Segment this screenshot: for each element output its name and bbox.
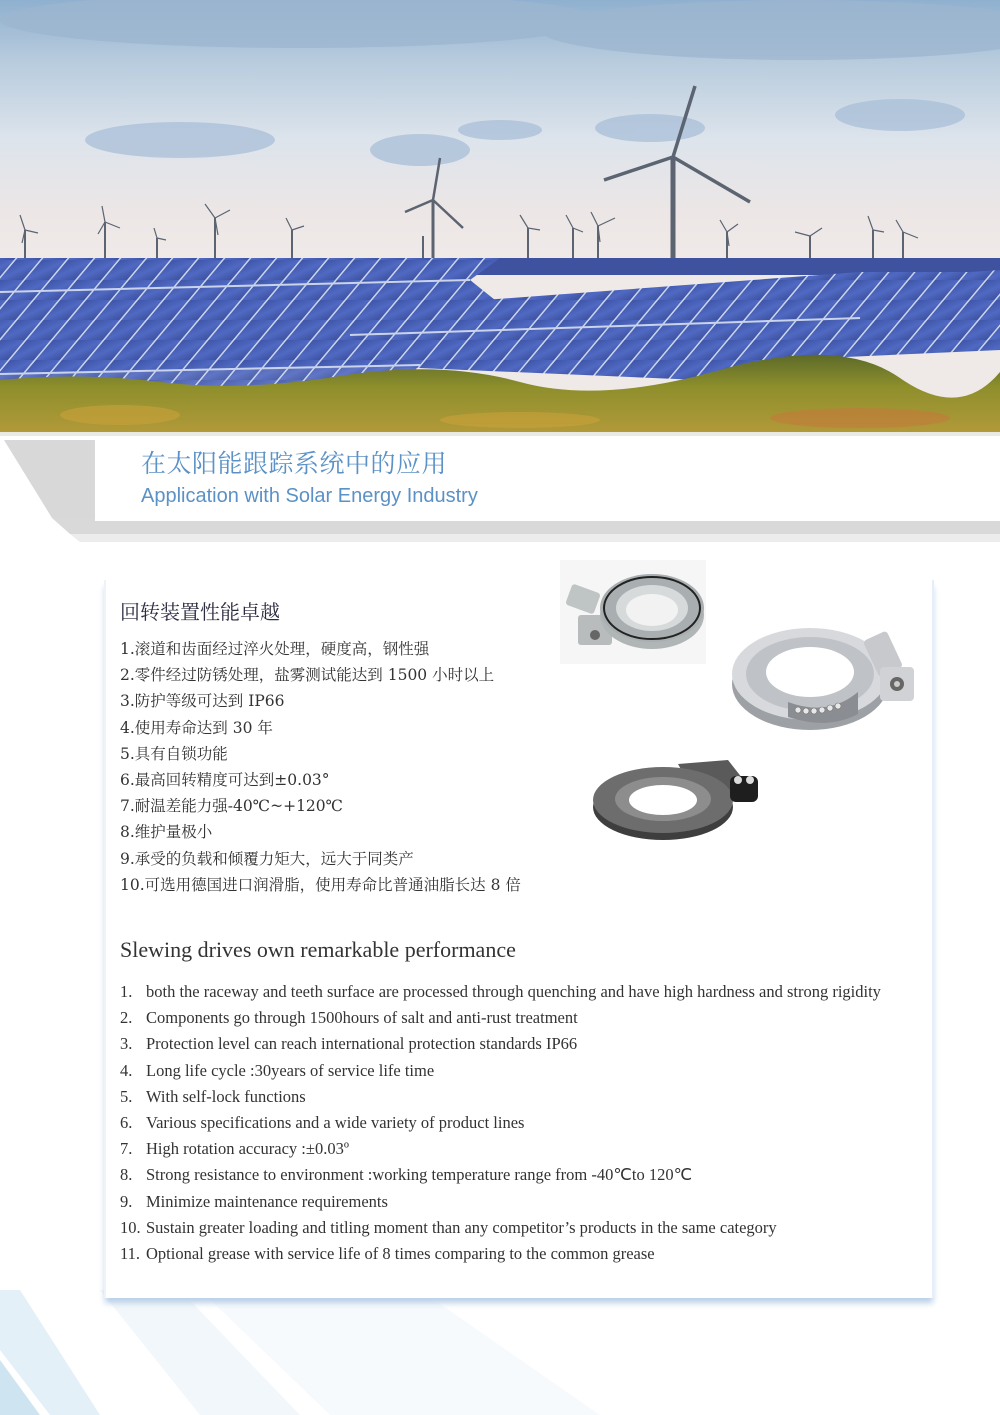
slewing-drive-image-1 xyxy=(560,560,706,664)
chinese-heading: 回转装置性能卓越 xyxy=(120,600,280,624)
list-item: 11. Optional grease with service life of 8 times comparing to the common grease xyxy=(120,1244,655,1264)
english-feature-list xyxy=(120,979,920,1267)
chinese-feature-list xyxy=(120,636,521,898)
list-item: 5.具有自锁功能 xyxy=(120,744,228,763)
list-item: 4. Long life cycle :30years of service life time xyxy=(120,1060,435,1080)
list-item: 3. Protection level can reach international protection standards IP66 xyxy=(120,1034,578,1054)
list-item: 8.维护量极小 xyxy=(120,823,213,842)
english-heading: Slewing drives own remarkable performance xyxy=(120,937,516,962)
list-item: 10. Sustain greater loading and titling moment than any competitor’s products in the same category xyxy=(120,1217,777,1237)
wind-turbines xyxy=(20,86,918,258)
slewing-drive-image-3 xyxy=(578,752,770,844)
list-item: 1.滚道和齿面经过淬火处理，硬度高，钢性强 xyxy=(120,640,430,658)
list-item: 3.防护等级可达到 IP66 xyxy=(120,692,285,711)
list-item: 2.零件经过防锈处理，盐雾测试能达到 1500 小时以上 xyxy=(120,666,495,685)
list-item: 9.承受的负载和倾覆力矩大，远大于同类产 xyxy=(120,849,414,868)
slewing-drive-image-2 xyxy=(728,622,916,732)
section-title-banner xyxy=(95,438,1000,521)
clouds xyxy=(0,0,1000,166)
list-item: 5. With self-lock functions xyxy=(120,1086,306,1106)
list-item: 4.使用寿命达到 30 年 xyxy=(120,718,273,737)
hero-image xyxy=(0,0,1000,436)
list-item: 7. High rotation accuracy :±0.03º xyxy=(120,1139,349,1159)
list-item: 6.最高回转精度可达到±0.03° xyxy=(120,770,330,789)
list-item: 1. both the raceway and teeth surface are processed through quenching and have high hardness and strong rigidity xyxy=(120,982,881,1001)
solar-wind-farm-illustration xyxy=(0,0,1000,436)
list-item: 2. Components go through 1500hours of salt and anti-rust treatment xyxy=(120,1008,578,1028)
banner-title-english: Application with Solar Energy Industry xyxy=(141,485,478,507)
list-item: 7.耐温差能力强-40℃~+120℃ xyxy=(120,797,343,816)
list-item: 9. Minimize maintenance requirements xyxy=(120,1191,388,1211)
list-item: 8. Strong resistance to environment :working temperature range from -40℃to 120℃ xyxy=(120,1165,693,1185)
list-item: 6. Various specifications and a wide variety of product lines xyxy=(120,1113,525,1133)
bottom-diagonal-stripes xyxy=(0,1290,1000,1415)
list-item: 10.可选用德国进口润滑脂，使用寿命比普通油脂长达 8 倍 xyxy=(120,875,521,894)
banner-title-chinese: 在太阳能跟踪系统中的应用 xyxy=(141,449,448,478)
